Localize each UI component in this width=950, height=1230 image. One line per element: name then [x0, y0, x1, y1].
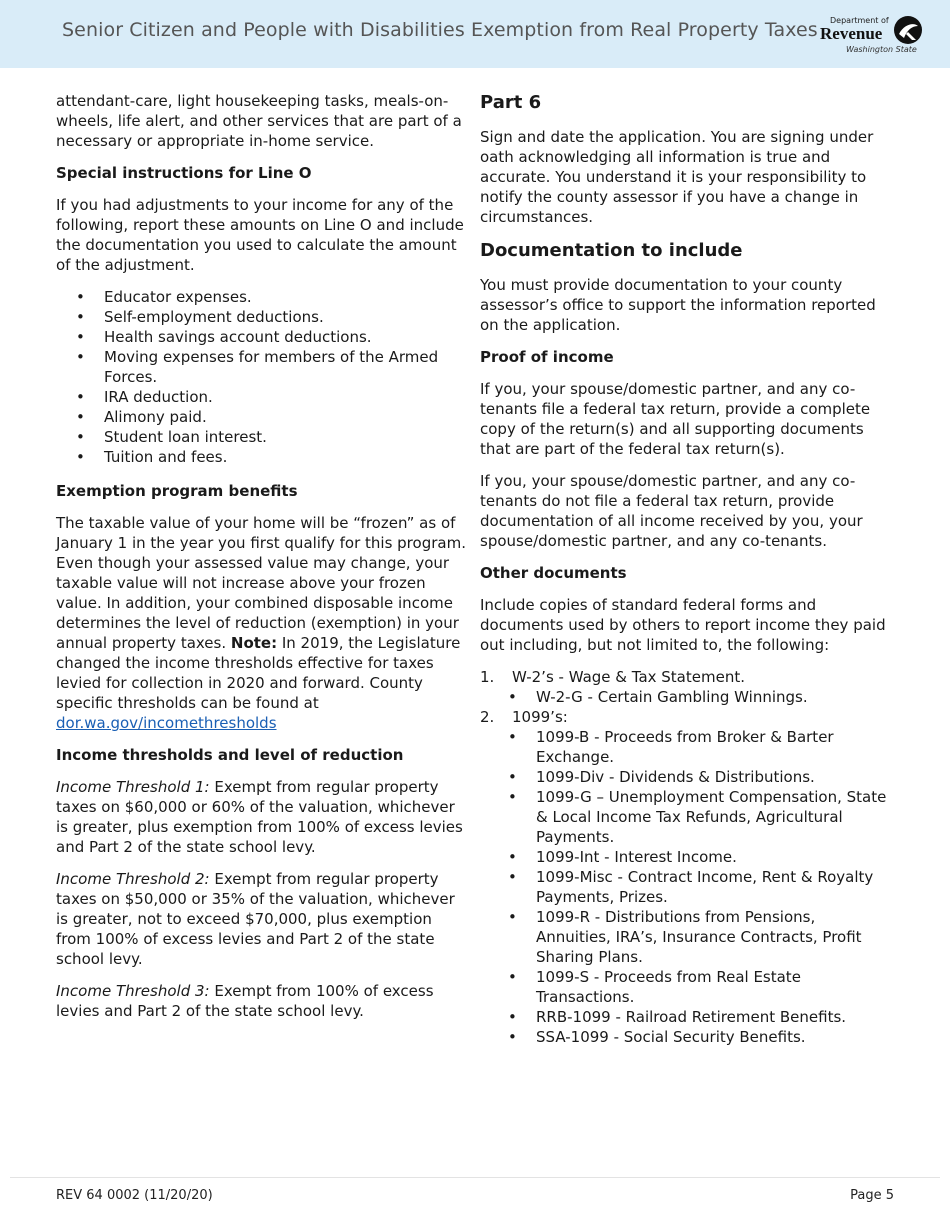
threshold-3-paragraph — [56, 981, 470, 1021]
sub-list — [480, 727, 894, 1047]
footer-divider — [10, 1177, 940, 1178]
logo-state-text: Washington State — [846, 45, 917, 54]
threshold-3-text: Exempt from 100% of excess levies and Part 2 of the state school levy. — [56, 982, 434, 1020]
documents-list — [480, 667, 894, 1047]
list-item — [480, 667, 894, 707]
proof-paragraph-2: If you, your spouse/domestic partner, and any co-tenants do not file a federal tax return, provide documentation of all income received by you, your spouse/domestic partner, and any co-tenants. — [480, 472, 863, 550]
list-item — [480, 707, 894, 1047]
list-item: • 1099-B - Proceeds from Broker & Barter Exchange. — [480, 727, 894, 767]
item-number: 2. — [480, 708, 495, 726]
threshold-1-paragraph — [56, 777, 470, 857]
left-column — [56, 91, 470, 1033]
other-documents-heading: Other documents — [480, 564, 627, 582]
income-thresholds-link[interactable]: dor.wa.gov/incomethresholds — [56, 714, 277, 732]
benefits-paragraph — [56, 513, 470, 733]
logo-dept-text: Department of — [830, 16, 889, 25]
line-o-heading: Special instructions for Line O — [56, 164, 312, 182]
list-item: • 1099-Div - Dividends & Distributions. — [480, 767, 894, 787]
right-column — [480, 91, 894, 1047]
other-documents-paragraph: Include copies of standard federal forms and documents used by others to report income they paid out including, but not limited to, the following: — [480, 596, 886, 654]
threshold-1-label: Income Threshold 1: — [56, 778, 210, 796]
list-item: • 1099-Int - Interest Income. — [480, 847, 894, 867]
proof-of-income-heading: Proof of income — [480, 348, 614, 366]
list-item: • Self-employment deductions. — [56, 307, 470, 327]
list-item: • Alimony paid. — [56, 407, 470, 427]
page-header — [0, 0, 950, 68]
list-item: • IRA deduction. — [56, 387, 470, 407]
benefits-text-b: In 2019, the Legislature changed the income thresholds effective for taxes levied for collection in 2020 and forward. County specific thresholds can be found at — [56, 634, 461, 712]
page-number: Page 5 — [850, 1188, 894, 1203]
dor-logo — [820, 12, 930, 60]
list-item: • 1099-R - Distributions from Pensions, Annuities, IRA’s, Insurance Contracts, Profit Sharing Plans. — [480, 907, 894, 967]
item-number: 1. — [480, 668, 495, 686]
list-item: • Health savings account deductions. — [56, 327, 470, 347]
documentation-paragraph: You must provide documentation to your county assessor’s office to support the information reported on the application. — [480, 276, 876, 334]
form-number: REV 64 0002 (11/20/20) — [56, 1188, 213, 1203]
sub-list — [480, 687, 894, 707]
item-label: W-2’s - Wage & Tax Statement. — [512, 668, 745, 686]
list-item: • 1099-Misc - Contract Income, Rent & Royalty Payments, Prizes. — [480, 867, 894, 907]
list-item: • Student loan interest. — [56, 427, 470, 447]
note-label: Note: — [230, 634, 278, 652]
threshold-1-text: Exempt from regular property taxes on $60,000 or 60% of the valuation, whichever is greater, plus exemption from 100% of excess levies and Part 2 of the state school levy. — [56, 778, 463, 856]
threshold-2-paragraph — [56, 869, 470, 969]
part-6-paragraph: Sign and date the application. You are signing under oath acknowledging all information is true and accurate. You understand it is your responsibility to notify the county assessor if you have a change in circumstances. — [480, 128, 874, 226]
thresholds-heading: Income thresholds and level of reduction — [56, 746, 404, 764]
document-title: Senior Citizen and People with Disabilities Exemption from Real Property Taxes — [62, 19, 818, 41]
intro-paragraph: attendant-care, light housekeeping tasks, meals-on-wheels, life alert, and other services that are part of a necessary or appropriate in-home service. — [56, 92, 462, 150]
list-item: • Tuition and fees. — [56, 447, 470, 467]
line-o-paragraph: If you had adjustments to your income for any of the following, report these amounts on Line O and include the documentation you used to calculate the amount of the adjustment. — [56, 196, 464, 274]
benefits-heading: Exemption program benefits — [56, 482, 298, 500]
list-item: • Educator expenses. — [56, 287, 470, 307]
list-item: • 1099-G – Unemployment Compensation, State & Local Income Tax Refunds, Agricultural Payments. — [480, 787, 894, 847]
proof-paragraph-1: If you, your spouse/domestic partner, and any co-tenants file a federal tax return, provide a complete copy of the return(s) and all supporting documents that are part of the federal tax return(s). — [480, 380, 871, 458]
documentation-heading: Documentation to include — [480, 240, 743, 261]
benefits-text-a: The taxable value of your home will be “frozen” as of January 1 in the year you first qualify for this program. Even though your assessed value may change, your taxable value will not increase above your frozen value. In addition, your combined disposable income determines the level of reduction (exemption) in your annual property taxes. — [56, 514, 466, 652]
logo-emblem-icon — [892, 14, 924, 46]
list-item: • RRB-1099 - Railroad Retirement Benefits. — [480, 1007, 894, 1027]
threshold-3-label: Income Threshold 3: — [56, 982, 210, 1000]
threshold-2-label: Income Threshold 2: — [56, 870, 210, 888]
list-item: • SSA-1099 - Social Security Benefits. — [480, 1027, 894, 1047]
item-label: 1099’s: — [512, 708, 568, 726]
logo-name-text: Revenue — [820, 24, 883, 43]
adjustment-list — [56, 287, 470, 467]
list-item: • 1099-S - Proceeds from Real Estate Transactions. — [480, 967, 894, 1007]
part-6-heading: Part 6 — [480, 92, 542, 113]
list-item: • Moving expenses for members of the Armed Forces. — [56, 347, 470, 387]
list-item: • W-2-G - Certain Gambling Winnings. — [480, 687, 894, 707]
threshold-2-text: Exempt from regular property taxes on $50,000 or 35% of the valuation, whichever is greater, not to exceed $70,000, plus exemption from 100% of excess levies and Part 2 of the state school levy. — [56, 870, 455, 968]
